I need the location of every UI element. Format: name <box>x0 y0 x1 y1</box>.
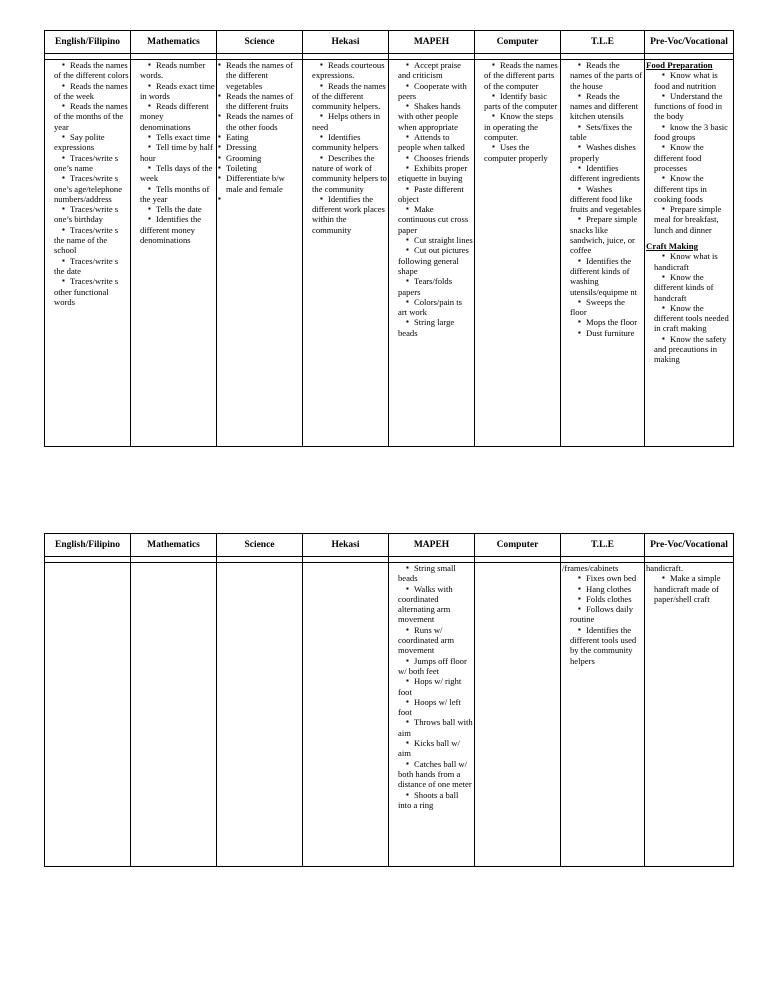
list-item: ▪ Traces/write s the name of the school <box>46 225 129 256</box>
list-item: ▪ Tears/folds papers <box>390 276 473 297</box>
list-item: ▪ Reads the names of the different vegetables <box>218 60 301 91</box>
list-item: ▪ Grooming <box>218 153 301 163</box>
english-cell <box>45 563 131 867</box>
list-item: ▪ Prepare simple snacks like sandwich, juice, or coffee <box>562 214 643 255</box>
list-item: ▪ Cut out pictures following general shape <box>390 245 473 276</box>
list-item: ▪ Traces/write s one’s birthday <box>46 204 129 225</box>
list-item: ▪ Know what is handicraft <box>646 251 732 272</box>
header-tle: T.L.E <box>561 534 645 557</box>
list-item: ▪ Sweeps the floor <box>562 297 643 318</box>
hekasi-cell <box>303 60 389 447</box>
list-item: ▪ Reads the names of the different colors <box>46 60 129 81</box>
header-computer: Computer <box>475 534 561 557</box>
header-science: Science <box>217 31 303 54</box>
list-item: ▪ Reads the names of the different parts of the computer <box>476 60 559 91</box>
list-item: ▪ Prepare simple meal for breakfast, lunch and dinner <box>646 204 732 235</box>
tle-cell <box>561 563 645 867</box>
list-item: ▪ Tells exact time <box>132 132 215 142</box>
list-item: ▪ Reads different money denominations <box>132 101 215 132</box>
header-row <box>45 31 734 54</box>
math-cell <box>131 563 217 867</box>
mapeh-cell <box>389 60 475 447</box>
list-item: ▪ Identifies community helpers <box>304 132 387 153</box>
header-computer: Computer <box>475 31 561 54</box>
list-item: ▪ String small beads <box>390 563 473 584</box>
header-mathematics: Mathematics <box>131 534 217 557</box>
list-item: ▪ Tells days of the week <box>132 163 215 184</box>
list-item: ▪ Helps others in need <box>304 111 387 132</box>
list-item: ▪ Identifies the different kinds of washing utensils/equipme nt <box>562 256 643 297</box>
list-item: ▪ Traces/write s one’s name <box>46 153 129 174</box>
list-item: ▪ String large beads <box>390 317 473 338</box>
tle-continuation: /frames/cabinets <box>562 563 619 573</box>
list-item: ▪ Toileting <box>218 163 301 173</box>
list-item: ▪ Washes different food like fruits and vegetables <box>562 184 643 215</box>
mapeh-cell <box>389 563 475 867</box>
list-item: ▪ Follows daily routine <box>562 604 643 625</box>
curriculum-table-2 <box>44 533 734 867</box>
list-item: ▪ Make a simple handicraft made of paper/shell craft <box>646 573 732 604</box>
list-item: ▪ Know the different tips in cooking foods <box>646 173 732 204</box>
list-item: ▪ Reads number words. <box>132 60 215 81</box>
math-cell <box>131 60 217 447</box>
curriculum-table-1 <box>44 30 734 447</box>
list-item: ▪ Reads the names and different kitchen utensils <box>562 91 643 122</box>
hekasi-cell <box>303 563 389 867</box>
header-science: Science <box>217 534 303 557</box>
list-item: ▪ know the 3 basic food groups <box>646 122 732 143</box>
header-prevoc: Pre-Voc/Vocational <box>645 31 734 54</box>
list-item: ▪ Describes the nature of work of community helpers to the community <box>304 153 387 194</box>
list-item: ▪ Know what is food and nutrition <box>646 70 732 91</box>
prevoc-cell <box>645 563 734 867</box>
list-item: ▪ Know the different food processes <box>646 142 732 173</box>
list-item: ▪ Exhibits proper etiquette in buying <box>390 163 473 184</box>
food-preparation-heading: Food Preparation <box>646 60 713 70</box>
list-item: ▪ Dressing <box>218 142 301 152</box>
list-item: ▪ Reads courteous expressions. <box>304 60 387 81</box>
list-item: ▪ Identifies the different tools used by the community helpers <box>562 625 643 666</box>
content-row <box>45 563 734 867</box>
list-item: ▪ Identifies the different money denominations <box>132 214 215 245</box>
header-mapeh: MAPEH <box>389 31 475 54</box>
science-cell <box>217 563 303 867</box>
list-item: ▪ Hoops w/ left foot <box>390 697 473 718</box>
list-item: ▪ Throws ball with aim <box>390 717 473 738</box>
list-item: ▪ Reads the names of the parts of the house <box>562 60 643 91</box>
list-item: ▪ Traces/write s other functional words <box>46 276 129 307</box>
list-item: ▪ Reads the names of the week <box>46 81 129 102</box>
list-item: ▪ Identifies different ingredients <box>562 163 643 184</box>
list-item: ▪ Know the steps in operating the computer. <box>476 111 559 142</box>
computer-cell <box>475 60 561 447</box>
list-item: ▪ Reads the names of the different fruits <box>218 91 301 112</box>
list-item: ▪ Attends to people when talked <box>390 132 473 153</box>
list-item: ▪ Hang clothes <box>562 584 643 594</box>
list-item: ▪ Shoots a ball into a ring <box>390 790 473 811</box>
list-item: ▪ Mops the floor <box>562 317 643 327</box>
list-item: ▪ Catches ball w/ both hands from a distance of one meter <box>390 759 473 790</box>
list-item: ▪ Jumps off floor w/ both feet <box>390 656 473 677</box>
list-item: ▪ Tells the date <box>132 204 215 214</box>
computer-cell <box>475 563 561 867</box>
list-item: ▪ Accept praise and criticism <box>390 60 473 81</box>
list-item: ▪ Runs w/ coordinated arm movement <box>390 625 473 656</box>
list-item: ▪ Walks with coordinated alternating arm movement <box>390 584 473 625</box>
header-tle: T.L.E <box>561 31 645 54</box>
header-english: English/Filipino <box>45 31 131 54</box>
craft-making-heading: Craft Making <box>646 241 699 252</box>
header-english: English/Filipino <box>45 534 131 557</box>
list-item: ▪ Differentiate b/w male and female <box>218 173 301 194</box>
prevoc-continuation: handicraft. <box>646 563 683 573</box>
list-item: ▪ Eating <box>218 132 301 142</box>
list-item: ▪ Uses the computer properly <box>476 142 559 163</box>
list-item: ▪ Reads the names of the different community helpers. <box>304 81 387 112</box>
header-mapeh: MAPEH <box>389 534 475 557</box>
list-item: ▪ Cut straight lines <box>390 235 473 245</box>
list-item: ▪ Understand the functions of food in the body <box>646 91 732 122</box>
list-item: ▪ Reads the names of the months of the year <box>46 101 129 132</box>
list-item: ▪ Dust furniture <box>562 328 643 338</box>
list-item: ▪ Tells months of the year <box>132 184 215 205</box>
content-row <box>45 60 734 447</box>
list-item: ▪ Cooperate with peers <box>390 81 473 102</box>
list-item: ▪ Tell time by half hour <box>132 142 215 163</box>
header-prevoc: Pre-Voc/Vocational <box>645 534 734 557</box>
list-item: ▪ Fixes own bed <box>562 573 643 583</box>
list-item: ▪ Identify basic parts of the computer <box>476 91 559 112</box>
list-item: ▪ Colors/pain ts art work <box>390 297 473 318</box>
list-item: ▪ Reads exact time in words <box>132 81 215 102</box>
list-item: ▪ Traces/write s one’s age/telephone numbers/address <box>46 173 129 204</box>
list-item: ▪ Hops w/ right foot <box>390 676 473 697</box>
list-item: ▪ Washes dishes properly <box>562 142 643 163</box>
list-item: ▪ Make continuous cut cross paper <box>390 204 473 235</box>
tle-cell <box>561 60 645 447</box>
list-item: ▪ Identifies the different work places within the community <box>304 194 387 235</box>
list-item: ▪ Say polite expressions <box>46 132 129 153</box>
list-item: ▪ Traces/write s the date <box>46 256 129 277</box>
header-mathematics: Mathematics <box>131 31 217 54</box>
list-item: ▪ Paste different object <box>390 184 473 205</box>
list-item: ▪ Chooses friends <box>390 153 473 163</box>
list-item: ▪ Folds clothes <box>562 594 643 604</box>
list-item: ▪ Know the safety and precautions in making <box>646 334 732 365</box>
list-item: ▪ Kicks ball w/ aim <box>390 738 473 759</box>
header-hekasi: Hekasi <box>303 31 389 54</box>
prevoc-cell <box>645 60 734 447</box>
list-item: ▪ Sets/fixes the table <box>562 122 643 143</box>
list-item: ▪ Shakes hands with other people when appropriate <box>390 101 473 132</box>
list-item: ▪ Know the different kinds of handcraft <box>646 272 732 303</box>
header-row <box>45 534 734 557</box>
list-item: ▪ Reads the names of the other foods <box>218 111 301 132</box>
list-item: ▪ Know the different tools needed in craft making <box>646 303 732 334</box>
science-cell <box>217 60 303 447</box>
english-cell <box>45 60 131 447</box>
header-hekasi: Hekasi <box>303 534 389 557</box>
